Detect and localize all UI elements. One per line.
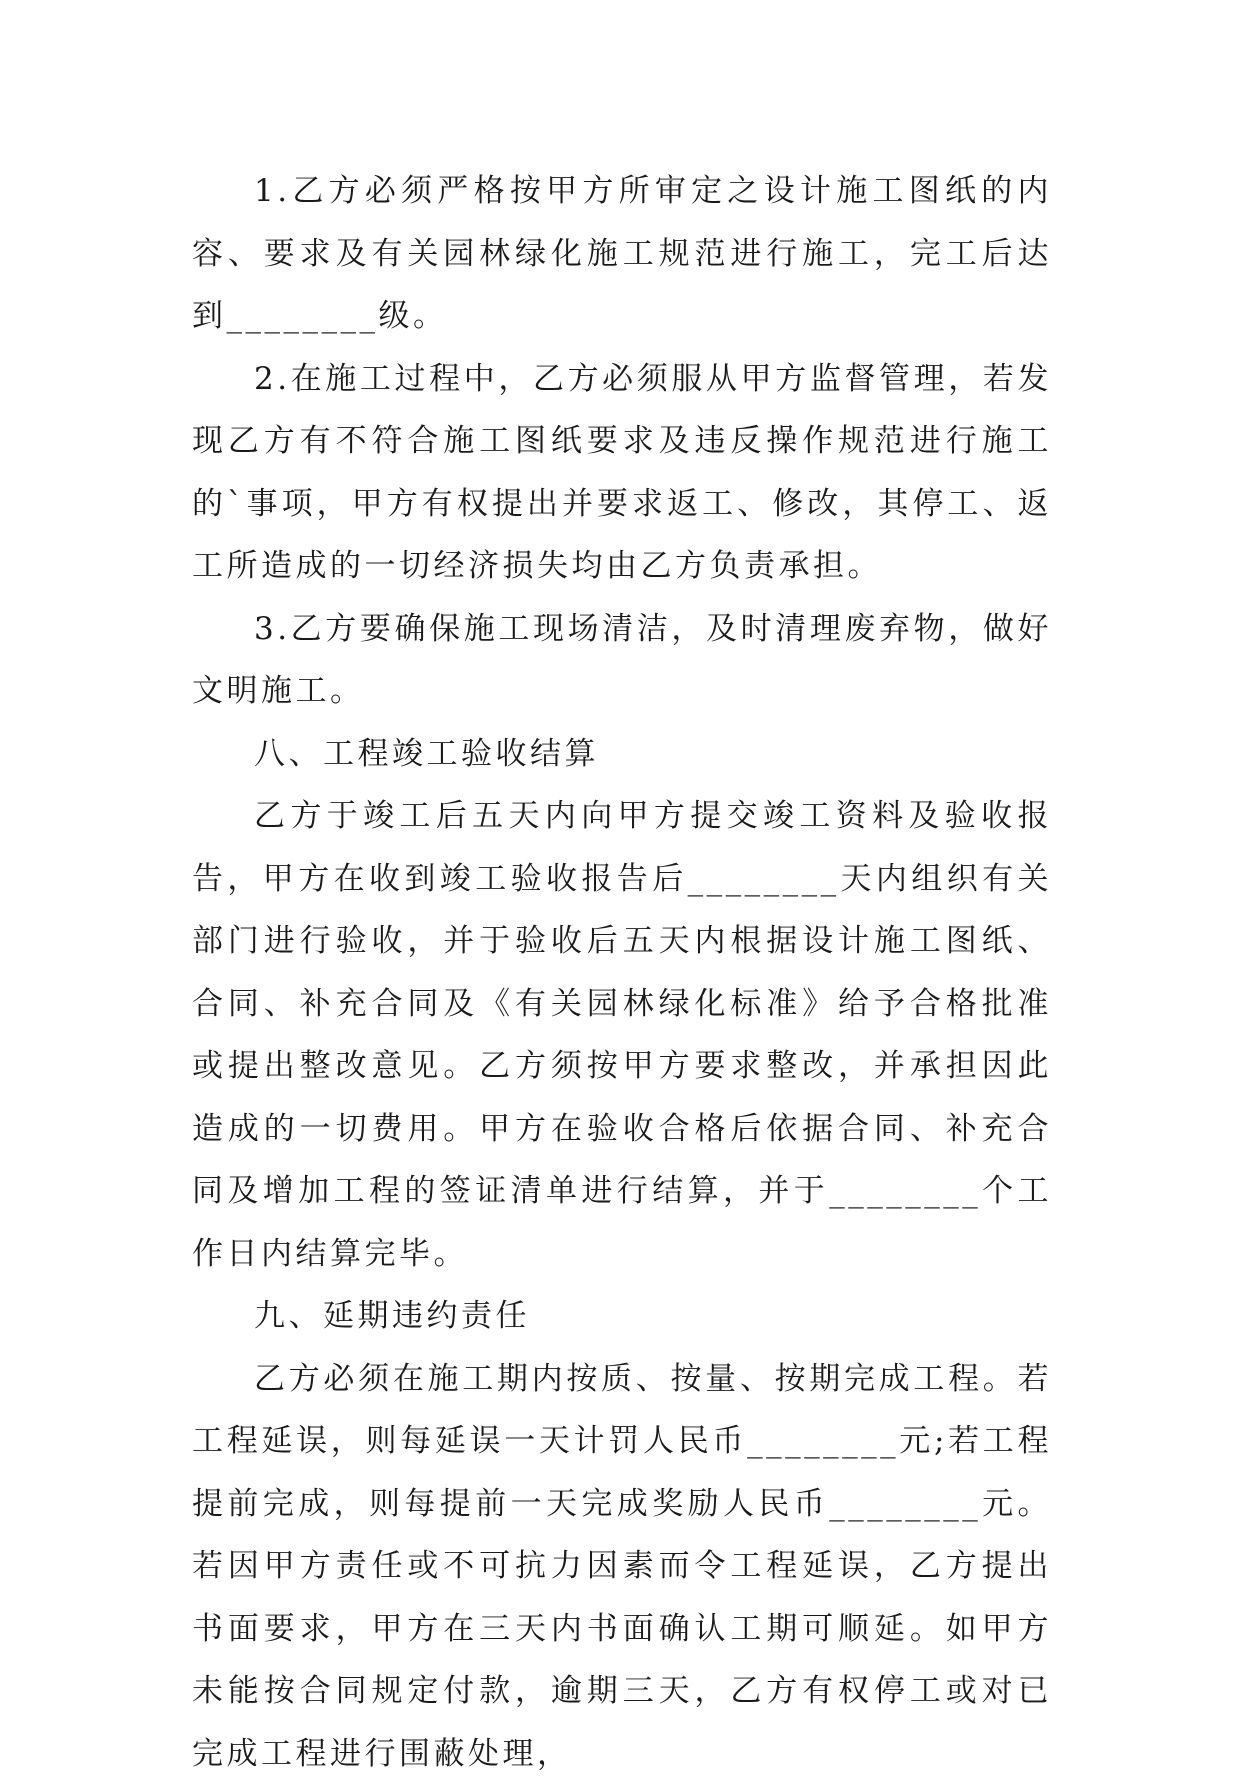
section-9-heading: 九、延期违约责任	[192, 1285, 1052, 1348]
clause-3-paragraph: 3.乙方要确保施工现场清洁，及时清理废弃物，做好文明施工。	[192, 598, 1052, 723]
clause-2-paragraph: 2.在施工过程中，乙方必须服从甲方监督管理，若发现乙方有不符合施工图纸要求及违反操作规范进行施工的`事项，甲方有权提出并要求返工、修改，其停工、返工所造成的一切经济损失均由乙方负责承担。	[192, 348, 1052, 598]
section-9-paragraph: 乙方必须在施工期内按质、按量、按期完成工程。若工程延误，则每延误一天计罚人民币________元;若工程提前完成，则每提前一天完成奖励人民币________元。若因甲方责任或不可抗力因素而令工程延误，乙方提出书面要求，甲方在三天内书面确认工期可顺延。如甲方未能按合同规定付款，逾期三天，乙方有权停工或对已完成工程进行围蔽处理，	[192, 1348, 1052, 1785]
section-8-heading: 八、工程竣工验收结算	[192, 723, 1052, 786]
document-body	[192, 160, 1052, 1785]
clause-1-paragraph: 1.乙方必须严格按甲方所审定之设计施工图纸的内容、要求及有关园林绿化施工规范进行施工，完工后达到________级。	[192, 160, 1052, 348]
section-8-paragraph: 乙方于竣工后五天内向甲方提交竣工资料及验收报告，甲方在收到竣工验收报告后________天内组织有关部门进行验收，并于验收后五天内根据设计施工图纸、合同、补充合同及《有关园林绿化标准》给予合格批准或提出整改意见。乙方须按甲方要求整改，并承担因此造成的一切费用。甲方在验收合格后依据合同、补充合同及增加工程的签证清单进行结算，并于________个工作日内结算完毕。	[192, 785, 1052, 1285]
